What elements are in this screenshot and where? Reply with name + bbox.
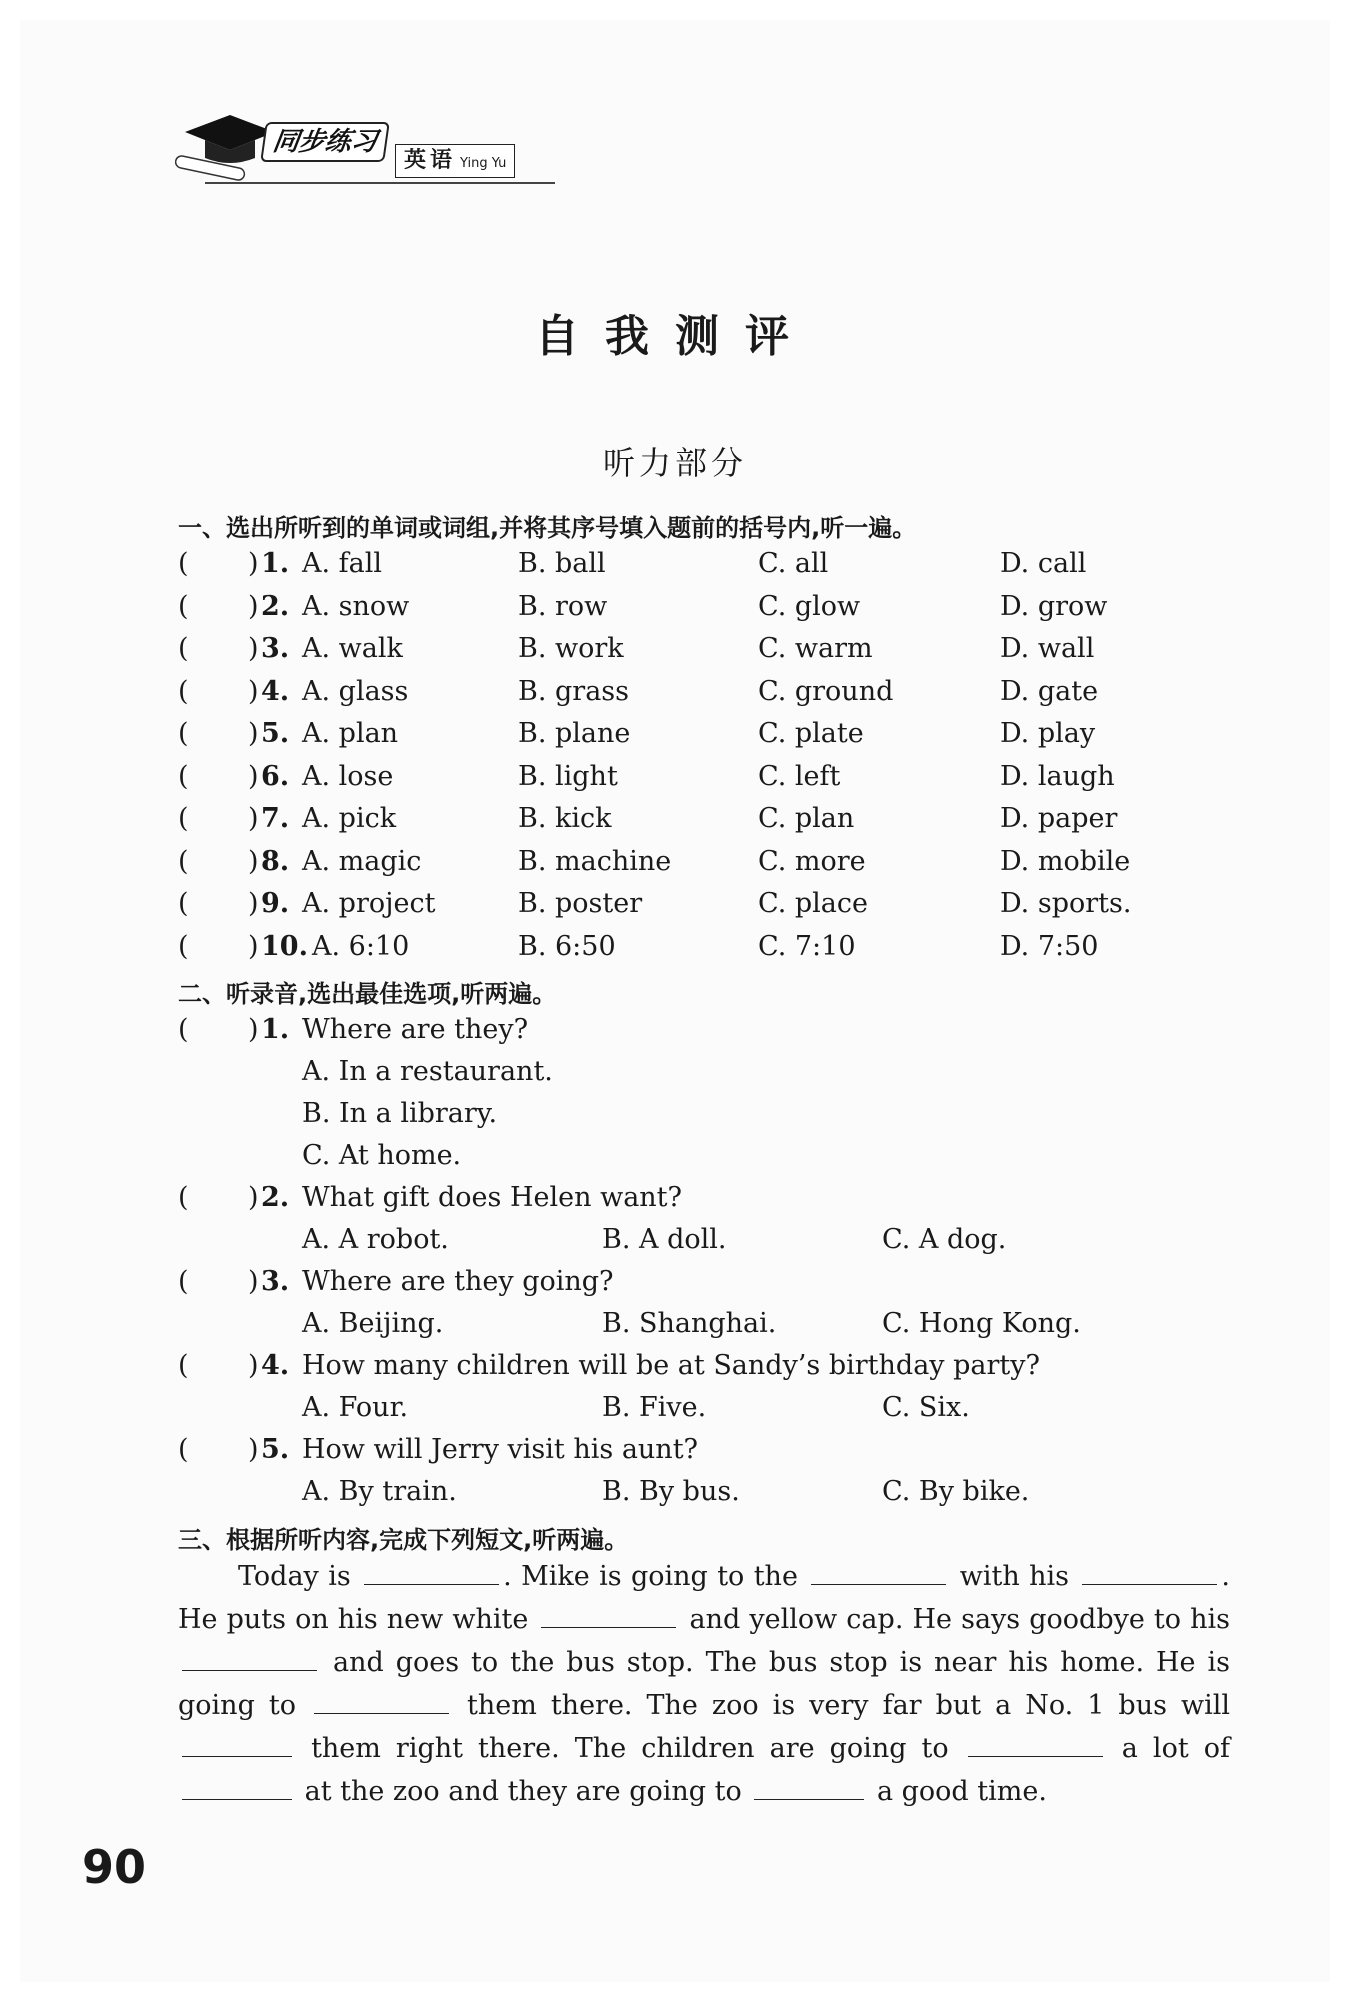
option-a: A. glass (302, 675, 409, 707)
answer-paren-open: ( (178, 888, 189, 919)
answer-paren-open: ( (178, 845, 189, 877)
header-logo (175, 110, 535, 190)
option-b: B. By bus. (602, 1476, 740, 1507)
blank-10[interactable] (754, 1771, 864, 1800)
question-number: 5. (261, 1434, 290, 1465)
subject-label (395, 144, 515, 178)
option-d: D. play (1000, 718, 1096, 749)
question-number: 9. (261, 888, 290, 919)
option-b: B. light (518, 760, 618, 792)
answer-paren-close: ) (248, 633, 259, 664)
passage-text: a lot of (1121, 1733, 1230, 1764)
option-c: C. At home. (302, 1140, 462, 1171)
blank-9[interactable] (182, 1771, 292, 1800)
answer-paren-close: ) (248, 845, 259, 877)
option-a: A. project (302, 888, 436, 919)
option-c: C. more (758, 845, 866, 877)
option-b: B. A doll. (602, 1224, 727, 1255)
answer-paren-open: ( (178, 1350, 189, 1381)
passage-text: . Mike is going to the (503, 1561, 798, 1592)
option-a: A. pick (302, 803, 397, 834)
option-a: A. lose (302, 760, 394, 792)
passage-text: and goes to the bus stop. The bus stop is near his home. He is going to (178, 1647, 1230, 1721)
question-number: 1. (261, 548, 290, 579)
option-a: A. By train. (302, 1476, 457, 1507)
header-rule (205, 182, 555, 184)
answer-paren-close: ) (248, 888, 259, 919)
option-d: D. paper (1000, 803, 1118, 834)
question-stem: How will Jerry visit his aunt? (302, 1434, 699, 1465)
option-a: A. magic (302, 845, 422, 877)
answer-paren-open: ( (178, 1014, 189, 1045)
option-d: D. grow (1000, 590, 1108, 622)
answer-paren-open: ( (178, 1266, 189, 1297)
answer-paren-close: ) (248, 1182, 259, 1213)
option-c: C. Six. (882, 1392, 970, 1423)
question-stem: Where are they? (302, 1014, 529, 1045)
answer-paren-close: ) (248, 1434, 259, 1465)
passage-text: . He puts on his new white (178, 1561, 1230, 1635)
option-b: B. poster (518, 888, 643, 919)
question-number: 10. (261, 930, 308, 962)
answer-paren-close: ) (248, 1266, 259, 1297)
option-d: D. wall (1000, 633, 1095, 664)
option-c: C. glow (758, 590, 861, 622)
passage-text: with his (959, 1561, 1069, 1592)
question-stem: Where are they going? (302, 1266, 614, 1297)
option-b: B. ball (518, 548, 606, 579)
option-b: B. machine (518, 845, 672, 877)
answer-paren-open: ( (178, 1182, 189, 1213)
option-b: B. grass (518, 675, 630, 707)
subject-pinyin: Ying Yu (460, 156, 507, 171)
answer-paren-open: ( (178, 1434, 189, 1465)
brand-label: 同步练习 (260, 122, 390, 162)
option-d: D. 7:50 (1000, 930, 1099, 962)
answer-paren-close: ) (248, 718, 259, 749)
option-c: C. warm (758, 633, 873, 664)
cloze-passage (178, 1555, 1230, 1813)
answer-paren-open: ( (178, 803, 189, 834)
question-number: 4. (261, 1350, 290, 1381)
question-number: 4. (261, 675, 290, 707)
option-c: C. Hong Kong. (882, 1308, 1081, 1339)
option-d: D. mobile (1000, 845, 1131, 877)
answer-paren-open: ( (178, 675, 189, 707)
question-number: 1. (261, 1014, 290, 1045)
option-c: C. place (758, 888, 868, 919)
answer-paren-close: ) (248, 760, 259, 792)
option-c: C. ground (758, 675, 894, 707)
option-a: A. plan (302, 718, 399, 749)
option-a: A. 6:10 (312, 930, 410, 962)
question-number: 3. (261, 1266, 290, 1297)
option-a: A. In a restaurant. (302, 1056, 553, 1087)
option-b: B. work (518, 633, 624, 664)
blank-1[interactable] (364, 1556, 499, 1585)
option-a: A. walk (302, 633, 403, 664)
answer-paren-close: ) (248, 803, 259, 834)
passage-text: them right there. The children are going to (311, 1733, 949, 1764)
option-c: C. By bike. (882, 1476, 1030, 1507)
option-a: A. fall (302, 548, 383, 579)
option-a: A. Four. (302, 1392, 409, 1423)
blank-2[interactable] (811, 1556, 946, 1585)
answer-paren-close: ) (248, 1350, 259, 1381)
passage-text: them there. The zoo is very far but a No. 1 bus will (467, 1690, 1230, 1721)
blank-8[interactable] (968, 1728, 1103, 1757)
passage-text: a good time. (876, 1776, 1047, 1807)
page-number: 90 (82, 1840, 147, 1894)
option-a: A. Beijing. (302, 1308, 444, 1339)
part1-heading: 一、选出所听到的单词或词组,并将其序号填入题前的括号内,听一遍。 (178, 514, 917, 542)
answer-paren-close: ) (248, 590, 259, 622)
answer-paren-open: ( (178, 633, 189, 664)
passage-text: Today is (238, 1561, 351, 1592)
question-number: 2. (261, 1182, 290, 1213)
option-c: C. plate (758, 718, 864, 749)
question-stem: How many children will be at Sandy’s birthday party? (302, 1350, 1041, 1381)
option-b: B. row (518, 590, 608, 622)
option-c: C. A dog. (882, 1224, 1007, 1255)
question-number: 3. (261, 633, 290, 664)
option-b: B. Five. (602, 1392, 707, 1423)
option-c: C. plan (758, 803, 855, 834)
section-title: 听力部分 (602, 444, 747, 482)
answer-paren-close: ) (248, 548, 259, 579)
part2-heading: 二、听录音,选出最佳选项,听两遍。 (178, 980, 557, 1008)
blank-7[interactable] (182, 1728, 292, 1757)
part3-heading: 三、根据所听内容,完成下列短文,听两遍。 (178, 1526, 629, 1554)
option-b: B. Shanghai. (602, 1308, 777, 1339)
option-b: B. In a library. (302, 1098, 498, 1129)
option-b: B. kick (518, 803, 612, 834)
option-d: D. call (1000, 548, 1087, 579)
question-number: 5. (261, 718, 290, 749)
answer-paren-close: ) (248, 930, 259, 962)
option-c: C. 7:10 (758, 930, 856, 962)
answer-paren-open: ( (178, 548, 189, 579)
answer-paren-close: ) (248, 675, 259, 707)
option-a: A. A robot. (302, 1224, 449, 1255)
option-c: C. all (758, 548, 829, 579)
passage-text: and yellow cap. He says goodbye to his (689, 1604, 1230, 1635)
option-d: D. sports. (1000, 888, 1132, 919)
subject-cn: 英语 (404, 148, 457, 173)
blank-5[interactable] (182, 1642, 317, 1671)
option-a: A. snow (302, 590, 410, 622)
answer-paren-close: ) (248, 1014, 259, 1045)
question-number: 7. (261, 803, 290, 834)
answer-paren-open: ( (178, 760, 189, 792)
blank-4[interactable] (541, 1599, 676, 1628)
answer-paren-open: ( (178, 930, 189, 962)
option-d: D. gate (1000, 675, 1099, 707)
option-d: D. laugh (1000, 760, 1115, 792)
blank-6[interactable] (314, 1685, 449, 1714)
question-stem: What gift does Helen want? (302, 1182, 683, 1213)
question-number: 8. (261, 845, 290, 877)
question-number: 6. (261, 760, 290, 792)
option-c: C. left (758, 760, 841, 792)
blank-3[interactable] (1082, 1556, 1217, 1585)
question-number: 2. (261, 590, 290, 622)
passage-text: at the zoo and they are going to (304, 1776, 742, 1807)
option-b: B. plane (518, 718, 631, 749)
option-b: B. 6:50 (518, 930, 616, 962)
answer-paren-open: ( (178, 590, 189, 622)
answer-paren-open: ( (178, 718, 189, 749)
page-title: 自我测评 (535, 311, 815, 362)
